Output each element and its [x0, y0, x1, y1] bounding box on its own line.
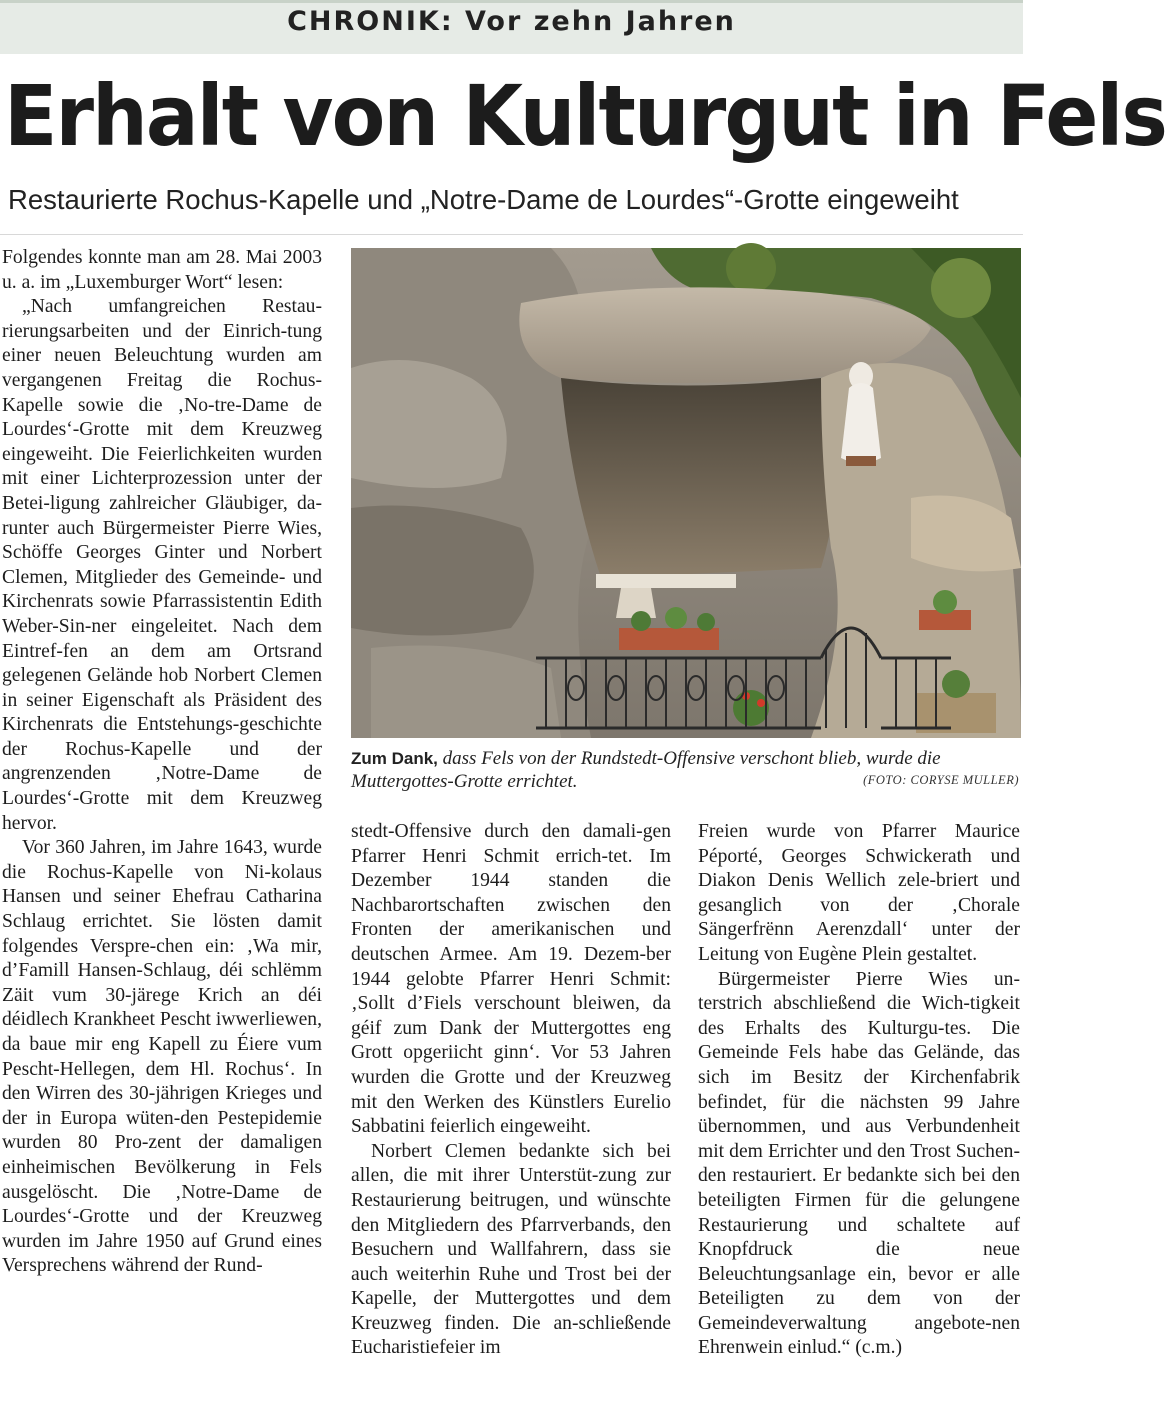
caption-text: dass Fels von der Rundstedt-Offensive verschont blieb, wurde die Muttergottes-Grotte errichtet. — [351, 748, 941, 792]
headline: Erhalt von Kulturgut in Fels — [4, 67, 1166, 165]
article-paragraph: Freien wurde von Pfarrer Maurice Péporté, Georges Schwickerath und Diakon Denis Wellich zele-briert und gesanglich von der ‚Chorale Sängerfrënn Aerenzdall‘ unter der Leitung von Eugène Plein gestaltet. — [698, 821, 1020, 965]
section-kicker: CHRONIK: Vor zehn Jahren — [287, 6, 736, 37]
photo-credit: (FOTO: CORYSE MULLER) — [863, 773, 1019, 787]
article-column-2 — [351, 820, 671, 1411]
grotto-photo — [351, 248, 1021, 738]
caption-lead: Zum Dank, — [351, 749, 438, 768]
article-paragraph: Bürgermeister Pierre Wies un-terstrich abschließend die Wich-tigkeit des Erhalts des Kulturgu-tes. Die Gemeinde Fels habe das Gelände, das sich im Besitz der Kirchenfabrik befindet, für die nächsten 99 Jahre übernommen, und aus Verbundenheit mit dem Errichter und den Trost Suchen-den restauriert. Er bedankte sich bei den beteiligten Firmen für die gelungene Restaurierung und schaltete auf Knopfdruck die neue Beleuchtungsanlage ein, bevor er alle Beteiligten zu dem von der Gemeindeverwaltung angebote-nen Ehrenwein einlud.“ (c.m.) — [698, 968, 1020, 1359]
article-column-3 — [698, 820, 1020, 1411]
article-paragraph: Norbert Clemen bedankte sich bei allen, die mit ihrer Unterstüt-zung zur Restaurierung beitrugen, und wünschte den Mitgliedern des Pfarrverbands, den Besuchern und Wallfahrern, dass sie auch weiterhin Ruhe und Trost bei der Kapelle, der Muttergottes und dem Kreuzweg finden. Die an-schließende Eucharistiefeier im — [351, 1140, 671, 1359]
header-divider — [0, 234, 1023, 235]
article-paragraph: stedt-Offensive durch den damali-gen Pfarrer Henri Schmit errich-tet. Im Dezember 1944 standen die Nachbarortschaften zwischen den Fronten der amerikanischen und deutschen Armee. Am 19. Dezem-ber 1944 gelobte Pfarrer Henri Schmit: ‚Sollt d’Fiels verschount bleiwen, da géif zum Dank der Muttergottes eng Grott opgeriicht ginn‘. Vor 53 Jahren wurden die Grotte und der Kreuzweg mit den Werken des Künstlers Eurelio Sabbatini feierlich eingeweiht. — [351, 821, 671, 1138]
subheadline: Restaurierte Rochus-Kapelle und „Notre-Dame de Lourdes“-Grotte eingeweiht — [8, 184, 959, 215]
article-paragraph: Folgendes konnte man am 28. Mai 2003 u. a. im „Luxemburger Wort“ lesen: — [2, 247, 322, 293]
article-column-1 — [2, 246, 322, 1411]
article-paragraph: „Nach umfangreichen Restau-rierungsarbeiten und der Einrich-tung einer neuen Beleuchtung wurden am vergangenen Freitag die Rochus-Kapelle sowie die ‚No-tre-Dame de Lourdes‘-Grotte mit dem Kreuzweg eingeweiht. Die Feierlichkeiten wurden mit einer Lichterprozession unter der Betei-ligung zahlreicher Gläubiger, da-runter auch Bürgermeister Pierre Wies, Schöffe Georges Ginter und Norbert Clemen, Mitglieder des Gemeinde- und Kirchenrats sowie Pfarrassistentin Edith Weber-Sin-ner eingeleitet. Nach dem Eintref-fen an dem am Ortsrand gelegenen Gelände hob Norbert Clemen in seiner Eigenschaft als Präsident des Kirchenrats die Entstehungs-geschichte der Rochus-Kapelle und der angrenzenden ‚Notre-Dame de Lourdes‘-Grotte mit dem Kreuzweg hervor. — [2, 296, 322, 834]
article-paragraph: Vor 360 Jahren, im Jahre 1643, wurde die Rochus-Kapelle von Ni-kolaus Hansen und seiner Ehefrau Catharina Schlaug errichtet. Sie lösten damit folgendes Verspre-chen ein: ‚Wa mir, d’Famill Hansen-Schlaug, déi schlëmm Zäit vum 30-järege Krich an déi déidlech Krankheet Pescht iwwerliewen, da baue mir eng Kapell zu Éiere vum Pescht-Hellegen, dem Hl. Rochus‘. In den Wirren des 30-jährigen Krieges und der in Europa wüten-den Pestepidemie wurden 80 Pro-zent der damaligen einheimischen Bevölkerung in Fels ausgelöscht. Die ‚Notre-Dame de Lourdes‘-Grotte und der Kreuzweg wurden im Jahre 1950 auf Grund eines Versprechens während der Rund- — [2, 837, 322, 1277]
